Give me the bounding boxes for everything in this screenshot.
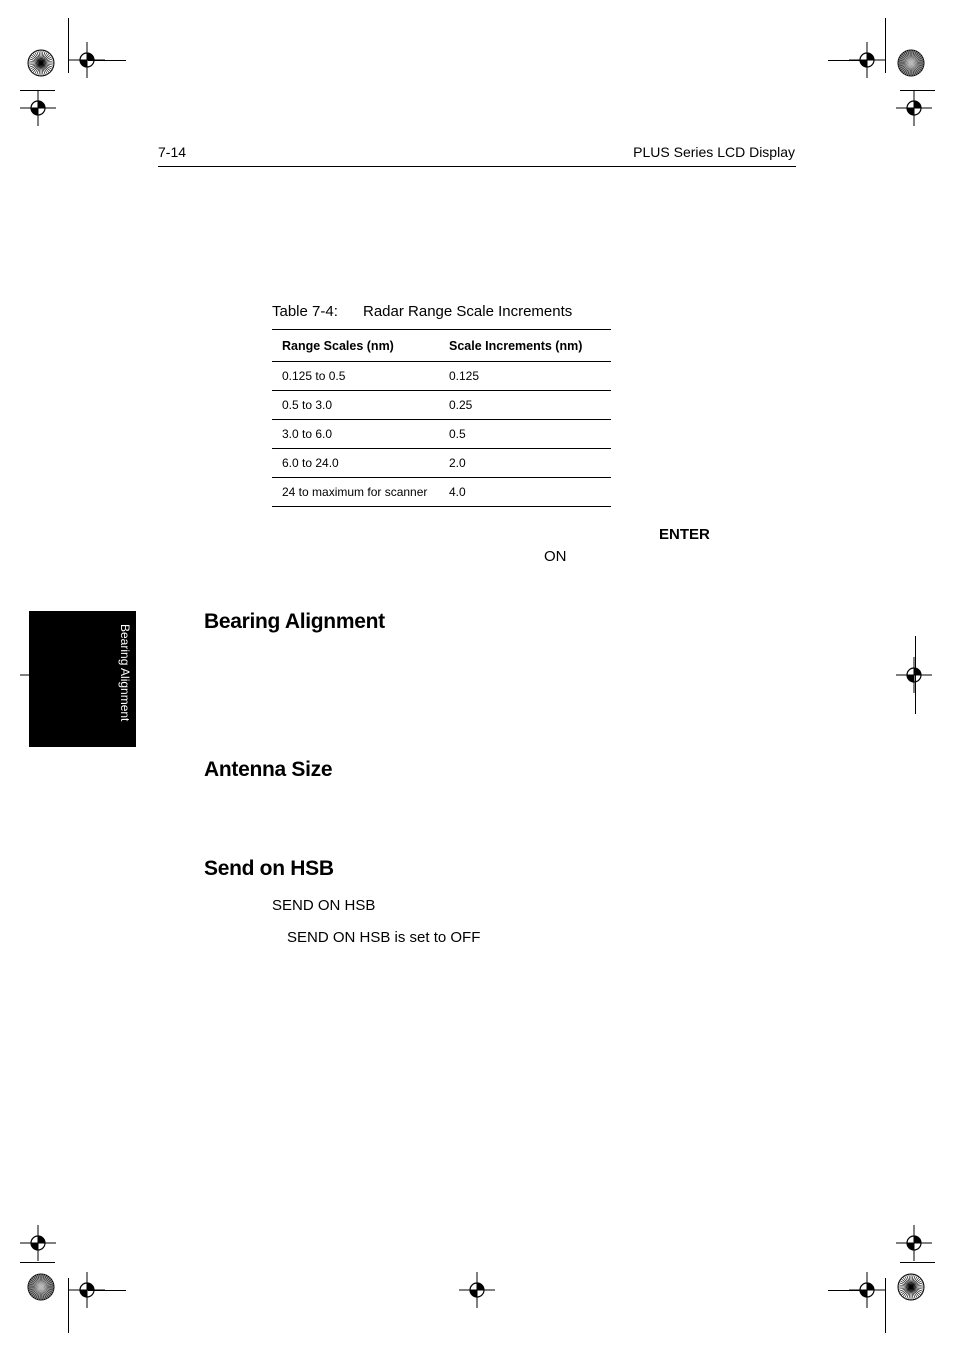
send-on-hsb-default: SEND ON HSB is set to OFF [287,929,481,946]
registration-crosshair-icon [847,1270,887,1310]
send-on-hsb-option: SEND ON HSB [272,897,376,914]
header-rule [158,166,796,167]
registration-starburst-icon [27,49,55,77]
increment-cell: 0.5 [439,420,611,449]
registration-crosshair-icon [67,1270,107,1310]
table-row [272,391,611,420]
registration-crosshair-icon [894,655,934,695]
registration-crosshair-icon [894,88,934,128]
registration-starburst-icon [897,1273,925,1301]
registration-crosshair-icon [18,655,58,695]
range-cell: 0.5 to 3.0 [272,391,439,420]
table-header-row [272,330,611,362]
range-cell: 3.0 to 6.0 [272,420,439,449]
registration-crosshair-icon [18,88,58,128]
increment-cell: 0.125 [439,362,611,391]
table-row [272,420,611,449]
table-row [272,449,611,478]
running-title: PLUS Series LCD Display [633,144,795,160]
registration-crosshair-icon [457,1270,497,1310]
registration-starburst-icon [27,1273,55,1301]
table-row [272,362,611,391]
registration-crosshair-icon [67,40,107,80]
column-header-scale-increments: Scale Increments (nm) [439,330,611,362]
heading-send-on-hsb: Send on HSB [204,857,334,880]
column-header-range-scales: Range Scales (nm) [272,330,439,362]
increment-cell: 4.0 [439,478,611,507]
registration-crosshair-icon [847,40,887,80]
on-value: ON [544,548,567,565]
heading-bearing-alignment: Bearing Alignment [204,610,385,633]
registration-starburst-icon [897,49,925,77]
enter-key-label: ENTER [659,526,710,543]
page-number: 7-14 [158,144,187,160]
increment-cell: 0.25 [439,391,611,420]
section-thumb-tab-label: Bearing Alignment [118,624,132,722]
registration-crosshair-icon [18,1223,58,1263]
table-caption-number: Table 7-4: [272,303,338,320]
range-scale-table [272,329,611,507]
table-row [272,478,611,507]
range-cell: 24 to maximum for scanner [272,478,439,507]
heading-antenna-size: Antenna Size [204,758,333,781]
range-cell: 0.125 to 0.5 [272,362,439,391]
range-cell: 6.0 to 24.0 [272,449,439,478]
registration-crosshair-icon [894,1223,934,1263]
table-caption-title: Radar Range Scale Increments [363,303,573,320]
increment-cell: 2.0 [439,449,611,478]
